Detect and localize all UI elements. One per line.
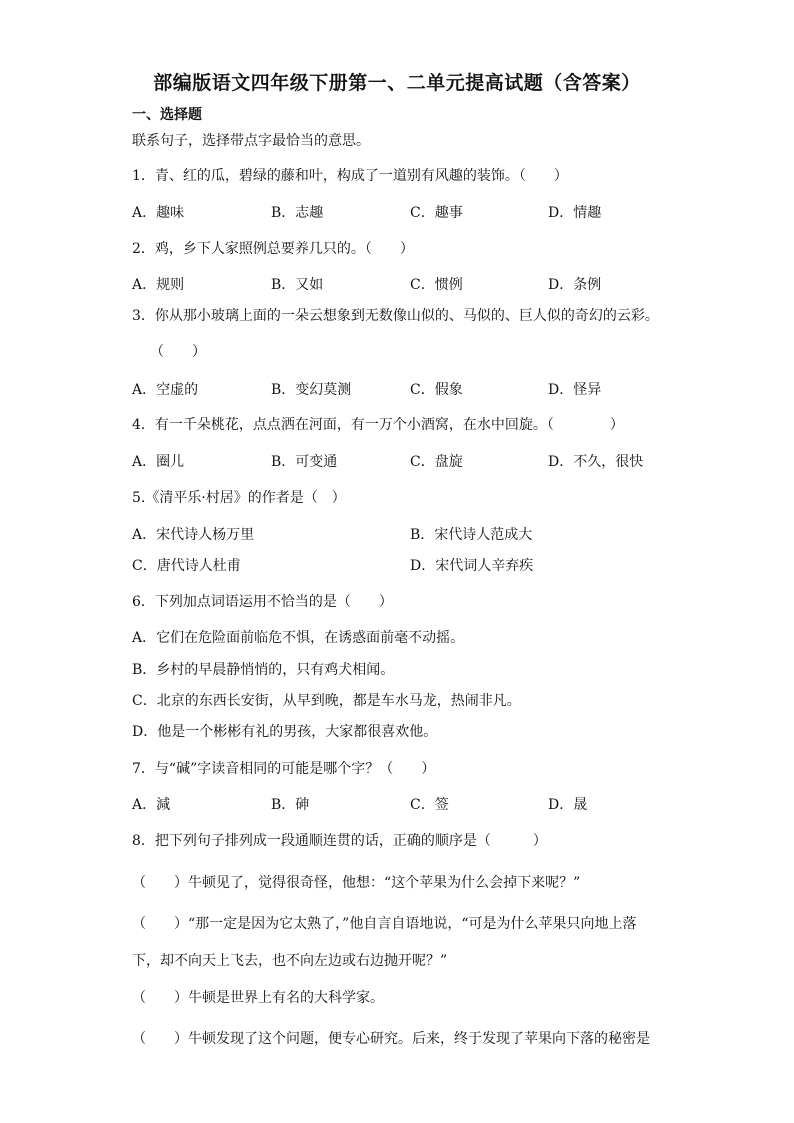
- question-1-stem: 1．青、红的瓜，碧绿的藤和叶，构成了一道别有风趣的装饰。（ ）: [132, 168, 568, 184]
- page-title: 部编版语文四年级下册第一、二单元提高试题（含答案）: [153, 72, 641, 94]
- q6-option-c[interactable]: C．北京的东西长安街，从早到晚，都是车水马龙，热闹非凡。: [132, 693, 521, 709]
- q8-sentence-3: （ ）牛顿是世界上有名的大科学家。: [132, 990, 384, 1006]
- question-8-stem: 8．把下列句子排列成一段通顺连贯的话，正确的顺序是（ ）: [132, 833, 547, 849]
- question-3-answer-blank: （ ）: [150, 344, 206, 360]
- question-6-stem: 6．下列加点词语运用不恰当的是（ ）: [132, 594, 393, 610]
- q2-option-c[interactable]: C．惯例: [410, 277, 463, 293]
- question-7-stem: 7．与“碱”字读音相同的可能是哪个字？（ ）: [132, 761, 436, 777]
- q8-sentence-2-cont: 下，却不向天上飞去，也不向左边或右边抛开呢？”: [132, 953, 448, 969]
- q3-option-b[interactable]: B．变幻莫测: [271, 382, 352, 398]
- q1-option-a[interactable]: A．趣味: [132, 205, 185, 221]
- q1-option-c[interactable]: C．趣事: [410, 205, 463, 221]
- q2-option-d[interactable]: D．条例: [548, 277, 602, 293]
- q4-option-b[interactable]: B．可变通: [271, 454, 338, 470]
- q8-sentence-4: （ ）牛顿发现了这个问题，便专心研究。后来，终于发现了苹果向下落的秘密是: [132, 1031, 650, 1047]
- q7-option-c[interactable]: C．签: [410, 797, 449, 813]
- q4-option-d[interactable]: D．不久，很快: [548, 454, 644, 470]
- q6-option-a[interactable]: A．它们在危险面前临危不惧，在诱惑面前毫不动摇。: [132, 630, 465, 646]
- question-5-stem: 5.《清平乐·村居》的作者是（ ）: [132, 490, 346, 506]
- q3-option-d[interactable]: D．怪异: [548, 382, 602, 398]
- section-heading: 一、选择题: [132, 107, 202, 123]
- q7-option-a[interactable]: A．減: [132, 797, 171, 813]
- q5-option-d[interactable]: D．宋代词人辛弃疾: [410, 558, 534, 574]
- q5-option-b[interactable]: B．宋代诗人范成大: [410, 527, 533, 543]
- q1-option-b[interactable]: B．志趣: [271, 205, 324, 221]
- question-4-stem: 4．有一千朵桃花，点点洒在河面，有一万个小酒窝，在水中回旋。（ ）: [132, 417, 624, 433]
- q6-option-b[interactable]: B．乡村的早晨静悄悄的，只有鸡犬相闻。: [132, 662, 395, 678]
- q5-option-c[interactable]: C．唐代诗人杜甫: [132, 558, 241, 574]
- q8-sentence-2: （ ）“那一定是因为它太熟了，”他自言自语地说，“可是为什么苹果只向地上落: [132, 916, 637, 932]
- question-2-stem: 2．鸡，乡下人家照例总要养几只的。（ ）: [132, 241, 414, 257]
- q8-sentence-1: （ ）牛顿见了，觉得很奇怪，他想：“这个苹果为什么会掉下来呢？”: [132, 875, 581, 891]
- question-3-stem: 3．你从那小玻璃上面的一朵云想象到无数像山似的、马似的、巨人似的奇幻的云彩。: [132, 308, 659, 324]
- q4-option-a[interactable]: A．圈儿: [132, 454, 185, 470]
- instruction-text: 联系句子，选择带点字最恰当的意思。: [132, 133, 370, 149]
- q1-option-d[interactable]: D．情趣: [548, 205, 602, 221]
- q5-option-a[interactable]: A．宋代诗人杨万里: [132, 527, 255, 543]
- q3-option-c[interactable]: C．假象: [410, 382, 463, 398]
- q2-option-b[interactable]: B．又如: [271, 277, 324, 293]
- q3-option-a[interactable]: A．空虚的: [132, 382, 199, 398]
- q7-option-d[interactable]: D．晟: [548, 797, 588, 813]
- q7-option-b[interactable]: B．砷: [271, 797, 310, 813]
- q6-option-d[interactable]: D．他是一个彬彬有礼的男孩，大家都很喜欢他。: [132, 724, 438, 740]
- q2-option-a[interactable]: A．规则: [132, 277, 185, 293]
- q4-option-c[interactable]: C．盘旋: [410, 454, 463, 470]
